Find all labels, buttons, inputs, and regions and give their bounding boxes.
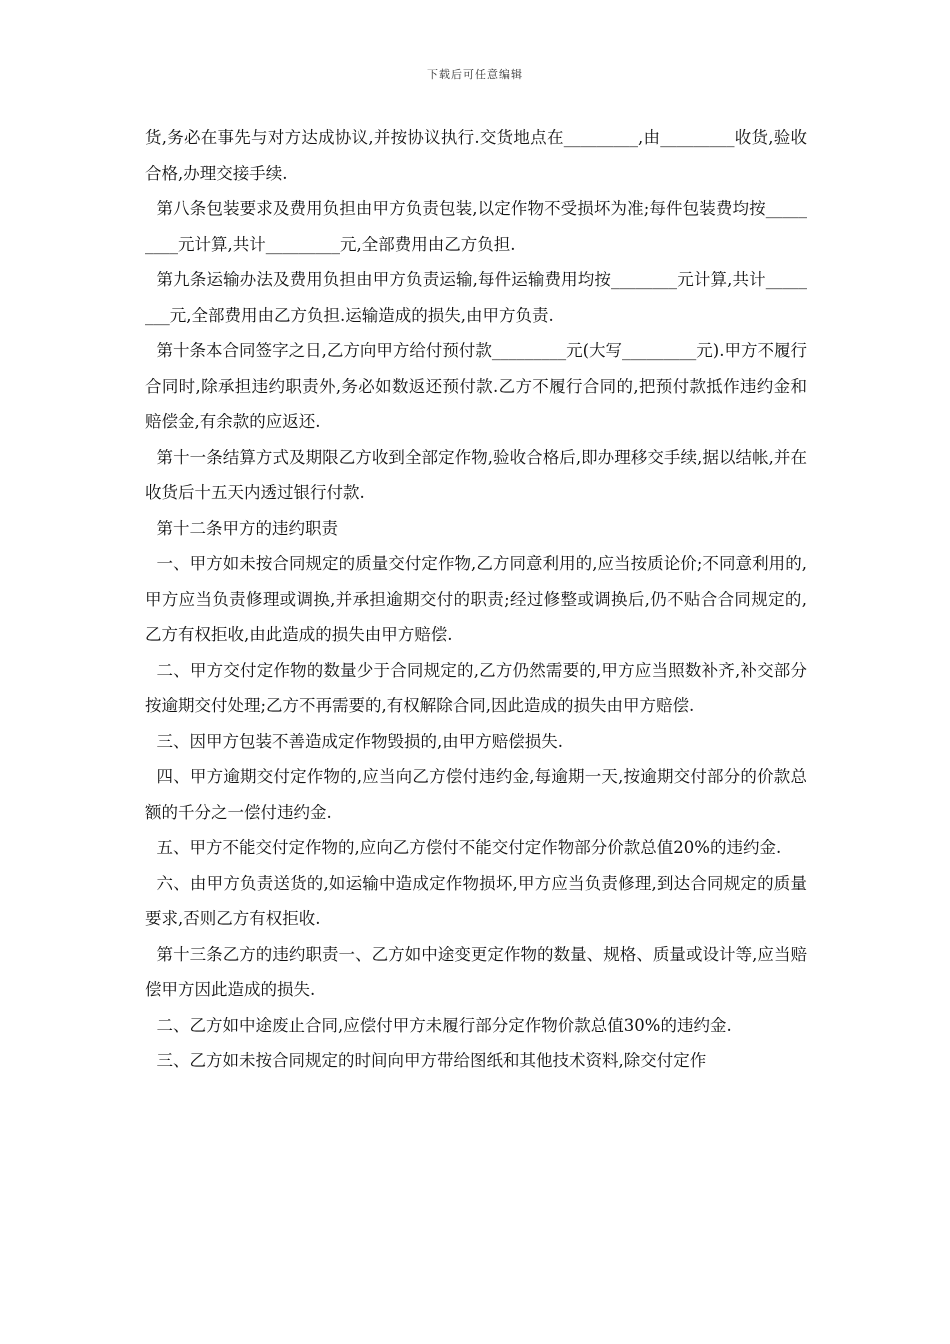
contract-paragraph: 第十三条乙方的违约职责一、乙方如中途变更定作物的数量、规格、质量或设计等,应当赔偿甲方因此造成的损失. — [145, 944, 807, 999]
contract-paragraph: 第九条运输办法及费用负担由甲方负责运输,每件运输费用均按________元计算,共计________元,全部费用由乙方负担.运输造成的损失,由甲方负责. — [145, 270, 807, 325]
contract-paragraph: 一、甲方如未按合同规定的质量交付定作物,乙方同意利用的,应当按质论价;不同意利用的,甲方应当负责修理或调换,并承担逾期交付的职责;经过修整或调换后,仍不贴合合同规定的,乙方有权拒收,由此造成的损失由甲方赔偿. — [145, 554, 807, 644]
contract-paragraph: 二、乙方如中途废止合同,应偿付甲方未履行部分定作物价款总值30%的违约金. — [156, 1015, 732, 1035]
contract-paragraph: 第八条包装要求及费用负担由甲方负责包装,以定作物不受损坏为准;每件包装费均按_________元计算,共计_________元,全部费用由乙方负担. — [145, 199, 807, 254]
contract-paragraph: 货,务必在事先与对方达成协议,并按协议执行.交货地点在_________,由_________收货,验收合格,办理交接手续. — [145, 128, 807, 183]
contract-paragraph: 三、因甲方包装不善造成定作物毁损的,由甲方赔偿损失. — [156, 731, 564, 751]
contract-paragraph: 五、甲方不能交付定作物的,应向乙方偿付不能交付定作物部分价款总值20%的违约金. — [156, 838, 782, 857]
contract-paragraph: 三、乙方如未按合同规定的时间向甲方带给图纸和其他技术资料,除交付定作 — [156, 1051, 707, 1070]
contract-paragraph: 第十二条甲方的违约职责 — [156, 518, 339, 538]
page-header: 下载后可任意编辑 — [427, 68, 523, 81]
contract-paragraph: 二、甲方交付定作物的数量少于合同规定的,乙方仍然需要的,甲方应当照数补齐,补交部分按逾期交付处理;乙方不再需要的,有权解除合同,因此造成的损失由甲方赔偿. — [145, 660, 807, 715]
contract-paragraph: 六、由甲方负责送货的,如运输中造成定作物损坏,甲方应当负责修理,到达合同规定的质量要求,否则乙方有权拒收. — [145, 873, 807, 928]
contract-body — [145, 120, 807, 1079]
contract-paragraph: 第十一条结算方式及期限乙方收到全部定作物,验收合格后,即办理移交手续,据以结帐,并在收货后十五天内透过银行付款. — [145, 447, 807, 502]
contract-paragraph: 第十条本合同签字之日,乙方向甲方给付预付款_________元(大写_________元).甲方不履行合同时,除承担违约职责外,务必如数返还预付款.乙方不履行合同的,把预付款抵作违约金和赔偿金,有余款的应返还. — [145, 341, 807, 431]
contract-paragraph: 四、甲方逾期交付定作物的,应当向乙方偿付违约金,每逾期一天,按逾期交付部分的价款总额的千分之一偿付违约金. — [145, 767, 807, 822]
